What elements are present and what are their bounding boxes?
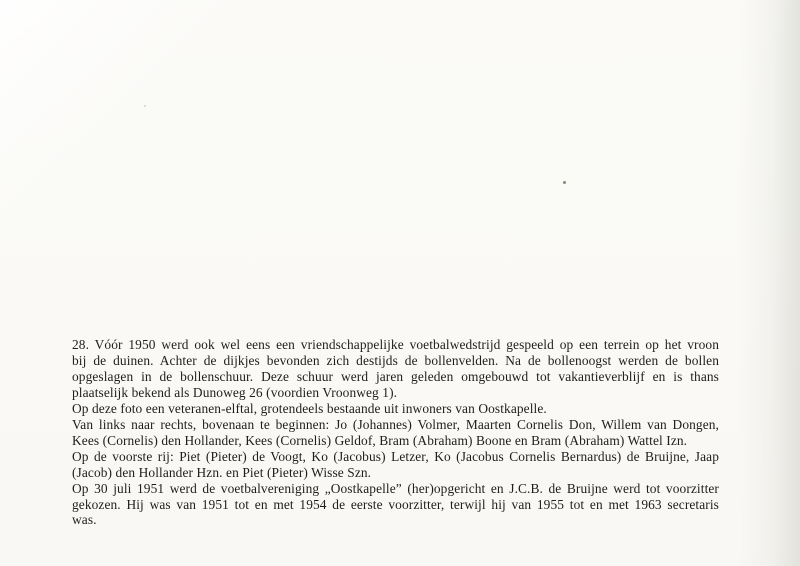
scan-speck	[144, 105, 146, 107]
text-line: was.	[72, 512, 97, 528]
text-line: plaatselijk bekend als Dunoweg 26 (voordien Vroonweg 1).	[72, 384, 398, 400]
photo-caption-text-block	[72, 337, 719, 528]
caption-paragraph-photo-intro	[72, 401, 719, 417]
text-line: Op de voorste rij: Piet (Pieter) de Voogt, Ko (Jacobus) Letzer, Ko (Jacobus Cornelis Bernardus) de Bruijne, Jaap	[72, 448, 719, 464]
caption-paragraph-back-row-names	[72, 417, 719, 449]
text-line: Op deze foto een veteranen-elftal, grotendeels bestaande uit inwoners van Oostkapelle.	[72, 400, 547, 416]
text-line: bij de duinen. Achter de dijkjes bevonden zich destijds de bollenvelden. Na de bollenoogst werden de bollen	[72, 352, 719, 368]
text-line: Van links naar rechts, bovenaan te beginnen: Jo (Johannes) Volmer, Maarten Cornelis Don, Willem van Dongen,	[72, 416, 719, 432]
page-edge-scan-shadow	[738, 0, 800, 566]
text-line: opgeslagen in de bollenschuur. Deze schuur werd jaren geleden omgebouwd tot vakantieverblijf en is thans	[72, 368, 719, 384]
caption-paragraph-front-row-names	[72, 449, 719, 481]
caption-paragraph-history	[72, 337, 719, 401]
text-line: (Jacob) den Hollander Hzn. en Piet (Pieter) Wisse Szn.	[72, 464, 372, 480]
text-line: Op 30 juli 1951 werd de voetbalvereniging „Oostkapelle” (her)opgericht en J.C.B. de Bruijne werd tot voorzitter	[72, 480, 719, 496]
text-line: 28. Vóór 1950 werd ook wel eens een vriendschappelijke voetbalwedstrijd gespeeld op een terrein op het vroon	[72, 337, 719, 352]
text-line: gekozen. Hij was van 1951 tot en met 1954 de eerste voorzitter, terwijl hij van 1955 tot en met 1963 secretaris	[72, 496, 719, 512]
caption-paragraph-club-founding	[72, 481, 719, 529]
scan-speck	[563, 181, 566, 184]
text-line: Kees (Cornelis) den Hollander, Kees (Cornelis) Geldof, Bram (Abraham) Boone en Bram (Abraham) Wattel Izn.	[72, 432, 688, 448]
